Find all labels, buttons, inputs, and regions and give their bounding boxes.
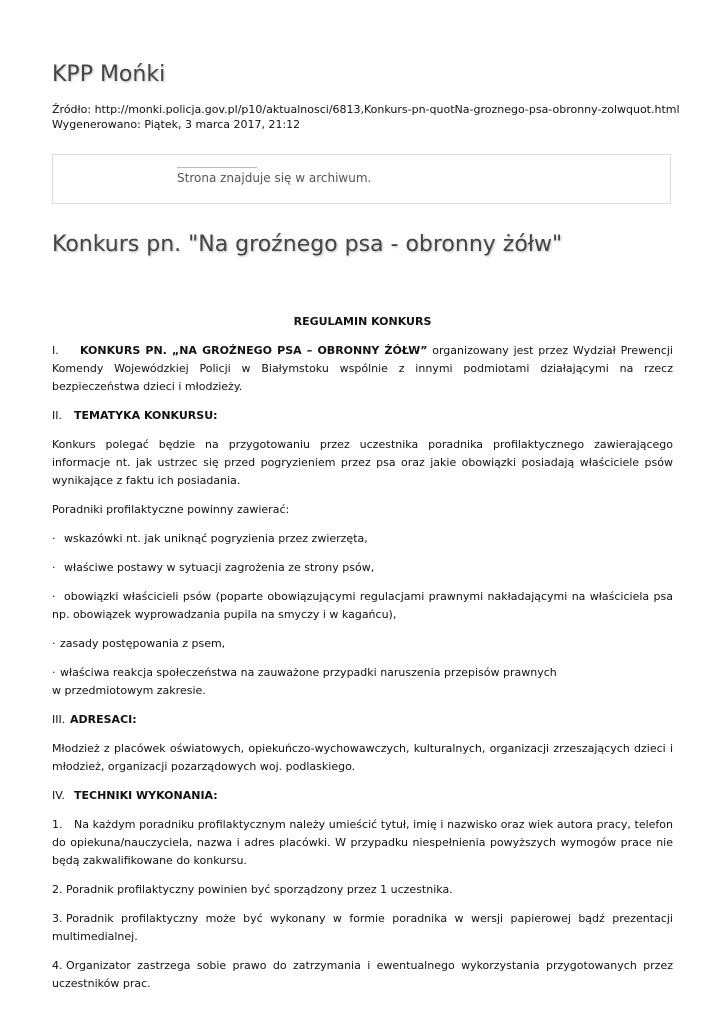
list-item <box>52 559 673 577</box>
section-1-text: organizowany jest przez Wydział Prewencji Komendy Wojewódzkiej Policji w Białymstoku wspólnie z innymi podmiotami działającymi na rzecz bezpieczeństwa dzieci i młodzieży. <box>52 344 673 393</box>
section-2-heading <box>52 407 673 425</box>
section-2-number: II. <box>52 409 62 422</box>
section-4-point-3 <box>52 910 673 946</box>
list-item <box>52 530 673 548</box>
section-2-paragraph-1: Konkurs polegać będzie na przygotowaniu przez uczestnika poradnika profilaktycznego zawierającego informacje nt. jak ustrzec się przed pogryzieniem przez psa oraz jakie obowiązki posiadają właściciele psów wynikające z faktu ich posiadania. <box>52 438 673 487</box>
generated-line: Wygenerowano: Piątek, 3 marca 2017, 21:12 <box>52 118 301 131</box>
bullet: · <box>52 561 56 574</box>
article-title: Konkurs pn. "Na groźnego psa - obronny żółw" <box>52 232 563 257</box>
section-4-point-2: 2. Poradnik profilaktyczny powinien być sporządzony przez 1 uczestnika. <box>52 883 453 896</box>
site-title: KPP Mońki <box>52 62 166 87</box>
section-4-point-4 <box>52 957 673 993</box>
point-number: 3. <box>52 912 63 925</box>
article-body <box>52 313 673 1004</box>
bullet: · <box>52 532 56 545</box>
source-line: Źródło: http://monki.policja.gov.pl/p10/aktualnosci/6813,Konkurs-pn-quotNa-groznego-psa-obronny-zolwquot.html <box>52 103 680 116</box>
section-1-bold: KONKURS PN. „NA GROŹNEGO PSA – OBRONNY ŻÓŁW” <box>80 344 428 357</box>
point-number: 4. <box>52 959 63 972</box>
bullet: · <box>52 666 56 679</box>
archive-divider <box>177 167 257 168</box>
list-item-text: właściwe postawy w sytuacji zagrożenia ze strony psów, <box>64 561 375 574</box>
section-4-title: TECHNIKI WYKONANIA: <box>74 789 218 802</box>
list-item <box>52 635 673 653</box>
section-1-number: I. <box>52 344 59 357</box>
section-3-title: ADRESACI: <box>70 713 137 726</box>
section-4-number: IV. <box>52 789 65 802</box>
section-2-paragraph-2: Poradniki profilaktyczne powinny zawierać: <box>52 503 290 516</box>
list-item-text: zasady postępowania z psem, <box>60 637 226 650</box>
list-item-text-line-1: właściwa reakcja społeczeństwa na zauważone przypadki naruszenia przepisów prawnych <box>60 666 557 679</box>
regulations-heading: REGULAMIN KONKURS <box>293 315 432 328</box>
section-4-heading <box>52 787 673 805</box>
section-4-point-1 <box>52 816 673 870</box>
point-text: Na każdym poradniku profilaktycznym należy umieścić tytuł, imię i nazwisko oraz wiek autora pracy, telefon do opiekuna/nauczyciela, nazwa i adres placówki. W przypadku niespełnienia powyższych wymogów prace nie będą zakwalifikowane do konkursu. <box>52 818 673 867</box>
bullet: · <box>52 637 56 650</box>
point-number: 1. <box>52 818 63 831</box>
list-item <box>52 588 673 624</box>
list-item-text: obowiązki właścicieli psów (poparte obowiązującymi regulacjami prawnymi nakładającymi na właściciela psa np. obowiązek wyprowadzania pupila na smyczy i w kagańcu), <box>52 590 673 621</box>
section-1 <box>52 342 673 396</box>
print-metadata <box>52 102 680 132</box>
bullet: · <box>52 590 56 603</box>
section-2-title: TEMATYKA KONKURSU: <box>74 409 218 422</box>
section-3-heading <box>52 711 673 729</box>
archive-notice-box <box>52 154 671 204</box>
point-text: Organizator zastrzega sobie prawo do zatrzymania i ewentualnego wykorzystania przygotowanych przez uczestników prac. <box>52 959 673 990</box>
list-item-text: wskazówki nt. jak uniknąć pogryzienia przez zwierzęta, <box>64 532 368 545</box>
section-3-number: III. <box>52 713 66 726</box>
point-text: Poradnik profilaktyczny może być wykonany w formie poradnika w wersji papierowej bądź prezentacji multimedialnej. <box>52 912 673 943</box>
section-3-paragraph-1: Młodzież z placówek oświatowych, opiekuńczo-wychowawczych, kulturalnych, organizacji zrzeszających dzieci i młodzież, organizacji pozarządowych woj. podlaskiego. <box>52 742 673 773</box>
list-item-text-line-2: w przedmiotowym zakresie. <box>52 684 206 697</box>
list-item <box>52 664 673 700</box>
archive-notice: Strona znajduje się w archiwum. <box>177 171 372 185</box>
